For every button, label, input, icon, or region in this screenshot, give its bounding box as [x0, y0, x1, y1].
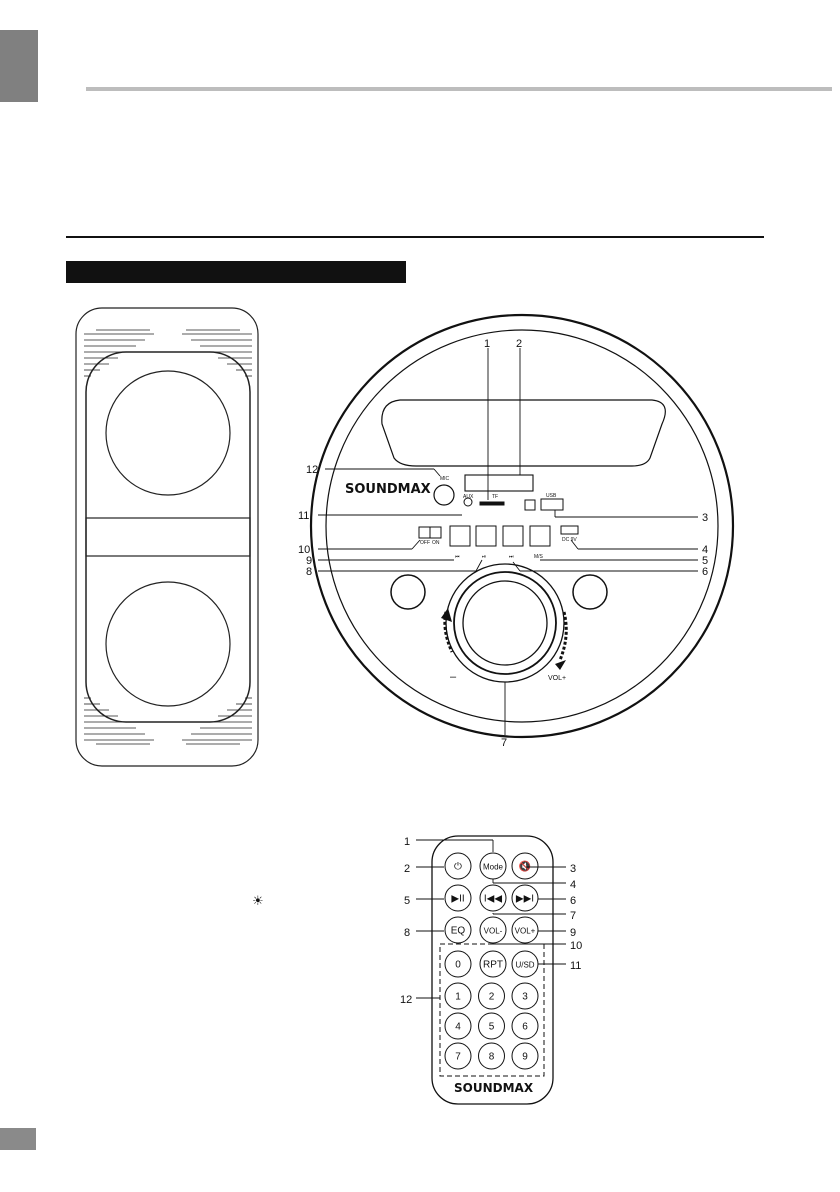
callout-8: 8 [306, 566, 313, 578]
remote-brand: SOUNDMAX [454, 1081, 534, 1095]
play-label: ⏯ [482, 554, 487, 560]
mute-key-label: 🔇 [518, 861, 532, 873]
usd-key-label: U/SD [515, 960, 535, 970]
side-grille [84, 330, 252, 744]
remote-control [416, 836, 566, 1104]
prev-key-label: I◀◀ [483, 893, 503, 905]
callout-5: 5 [702, 555, 709, 567]
remote-callout-9: 9 [570, 927, 577, 939]
panel-button-prev [450, 526, 470, 546]
digit-7-key-label: 7 [455, 1051, 461, 1063]
remote-callout-12: 12 [400, 994, 413, 1006]
knob-outer [446, 564, 567, 682]
callout-3: 3 [702, 512, 709, 524]
off-label: OFF [420, 540, 430, 546]
digit-3-key-label: 3 [522, 991, 528, 1003]
dc-jack [561, 526, 578, 534]
dc-label: DC 9V [562, 537, 577, 543]
power-key-label: ⏻ [454, 861, 462, 873]
speaker-front-view [311, 315, 733, 737]
remote-callout-6: 6 [570, 895, 577, 907]
upper-driver [106, 371, 230, 495]
vol-minus-key-label: VOL- [483, 926, 503, 936]
callout-1: 1 [484, 338, 491, 350]
callout-10: 10 [298, 544, 311, 556]
remote-callout-1: 1 [404, 836, 411, 848]
panel-button-play [476, 526, 496, 546]
usb-label: USB [546, 493, 557, 499]
side-band [86, 518, 250, 556]
digit-0-key-label: 0 [455, 959, 461, 971]
callout-4: 4 [702, 544, 709, 556]
mode-key-label: Mode [482, 862, 504, 872]
display-window [465, 475, 533, 491]
remote-callout-4: 4 [570, 879, 577, 891]
digit-5-key-label: 5 [488, 1021, 495, 1033]
right-port [573, 575, 607, 609]
vol-plus-label: VOL+ [548, 675, 567, 682]
tf-label: TF [492, 494, 499, 500]
digit-2-key-label: 2 [488, 991, 495, 1003]
front-panel-text [345, 476, 577, 683]
play-pause-key-label: ▶II [451, 893, 465, 905]
digit-8-key-label: 8 [488, 1051, 495, 1063]
indicator-square [525, 500, 535, 510]
mic-jack [434, 485, 454, 505]
next-key-label: ▶▶I [515, 893, 535, 905]
remote-callout-8: 8 [404, 927, 411, 939]
callout-7: 7 [501, 737, 508, 749]
remote-callout-5: 5 [404, 895, 411, 907]
speaker-side-view [76, 308, 258, 766]
aux-label: AUX [463, 494, 474, 500]
left-port [391, 575, 425, 609]
on-label: ON [432, 540, 440, 546]
eq-key-label: EQ [450, 925, 466, 937]
tf-slot [480, 502, 504, 505]
handle-opening [382, 400, 666, 466]
remote-callout-2: 2 [404, 863, 411, 875]
digit-6-key-label: 6 [522, 1021, 528, 1033]
light-symbol-icon: ☀ [252, 893, 264, 908]
panel-button-mode [530, 526, 550, 546]
knob-inner [463, 581, 547, 665]
next-label: ⏭ [509, 554, 514, 560]
unit-brand: SOUNDMAX [345, 482, 431, 497]
callout-6: 6 [702, 566, 709, 578]
prev-label: ⏮ [455, 554, 460, 560]
usb-port [541, 499, 563, 510]
side-body [76, 308, 258, 766]
callout-9: 9 [306, 555, 313, 567]
callout-12: 12 [306, 464, 319, 476]
vol-plus-key-label: VOL+ [514, 926, 536, 936]
panel-button-next [503, 526, 523, 546]
callout-11: 11 [298, 510, 310, 522]
remote-callout-7: 7 [570, 910, 577, 922]
vol-minus-label: – [450, 671, 457, 683]
digit-9-key-label: 9 [522, 1051, 528, 1063]
digit-1-key-label: 1 [455, 991, 461, 1003]
rpt-key-label: RPT [483, 959, 503, 971]
remote-callout-10: 10 [570, 940, 583, 952]
mic-label: MIC [440, 476, 450, 482]
digit-4-key-label: 4 [455, 1021, 461, 1033]
remote-callout-3: 3 [570, 863, 577, 875]
lower-driver [106, 582, 230, 706]
remote-callout-11: 11 [570, 960, 582, 972]
callout-2: 2 [516, 338, 523, 350]
knob-middle [454, 572, 556, 674]
mode-label: M/S [534, 554, 543, 560]
